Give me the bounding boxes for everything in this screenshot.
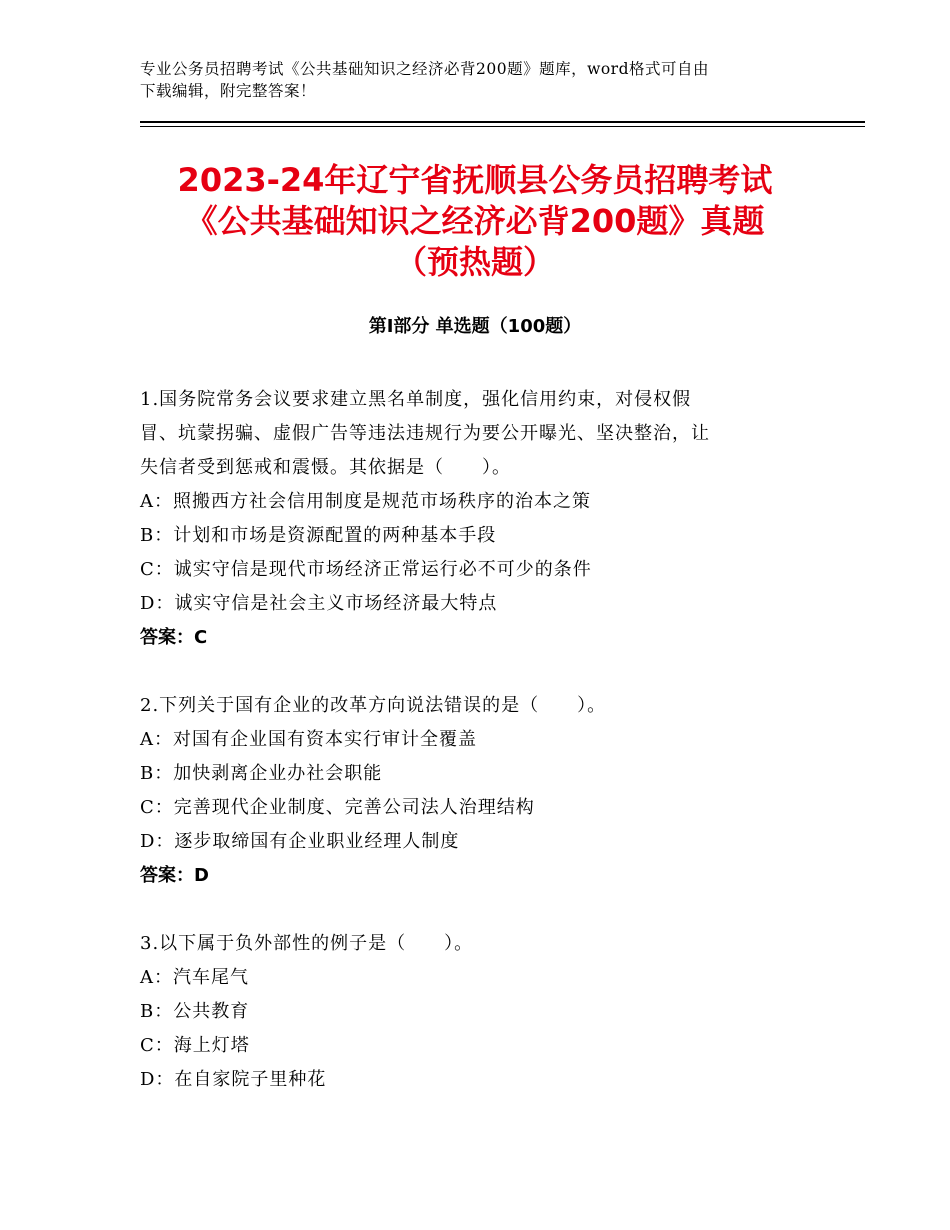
question-stem-line: 3.以下属于负外部性的例子是（ ）。: [140, 933, 474, 954]
option-d: D：在自家院子里种花: [140, 1069, 327, 1090]
option-d: D：诚实守信是社会主义市场经济最大特点: [140, 593, 498, 614]
option-b: B：加快剥离企业办社会职能: [140, 763, 383, 784]
question-stem-line: 冒、坑蒙拐骗、虚假广告等违法违规行为要公开曝光、坚决整治，让: [140, 423, 710, 444]
option-c: C：海上灯塔: [140, 1035, 250, 1056]
option-a: A：汽车尾气: [140, 967, 249, 988]
title-line-3: （预热题）: [394, 243, 555, 281]
question-3: [140, 927, 820, 1097]
option-c: C：完善现代企业制度、完善公司法人治理结构: [140, 797, 535, 818]
option-d: D：逐步取缔国有企业职业经理人制度: [140, 831, 460, 852]
answer-label: 答案：C: [140, 627, 208, 648]
section-heading: 第Ⅰ部分 单选题（100题）: [368, 316, 582, 337]
document-title: [100, 160, 850, 283]
title-line-2: 《公共基础知识之经济必背200题》真题: [185, 202, 765, 240]
question-stem-line: 失信者受到惩戒和震慑。其依据是（ ）。: [140, 457, 511, 478]
option-b: B：公共教育: [140, 1001, 250, 1022]
option-a: A：对国有企业国有资本实行审计全覆盖: [140, 729, 477, 750]
header-rule-thick: [140, 121, 865, 123]
option-c: C：诚实守信是现代市场经济正常运行必不可少的条件: [140, 559, 592, 580]
answer-label: 答案：D: [140, 865, 209, 886]
option-b: B：计划和市场是资源配置的两种基本手段: [140, 525, 497, 546]
header-note-line-2: 下载编辑，附完整答案！: [140, 82, 317, 100]
question-list: [140, 383, 820, 1131]
header-note-line-1: 专业公务员招聘考试《公共基础知识之经济必背200题》题库，word格式可自由: [140, 60, 710, 78]
title-line-1: 2023-24年辽宁省抚顺县公务员招聘考试: [177, 161, 773, 199]
option-a: A：照搬西方社会信用制度是规范市场秩序的治本之策: [140, 491, 591, 512]
header-note: [140, 58, 820, 102]
question-stem-line: 1.国务院常务会议要求建立黑名单制度，强化信用约束，对侵权假: [140, 389, 692, 410]
header-rule-thin: [140, 126, 865, 127]
question-2: [140, 689, 820, 893]
question-1: [140, 383, 820, 655]
question-stem-line: 2.下列关于国有企业的改革方向说法错误的是（ ）。: [140, 695, 607, 716]
